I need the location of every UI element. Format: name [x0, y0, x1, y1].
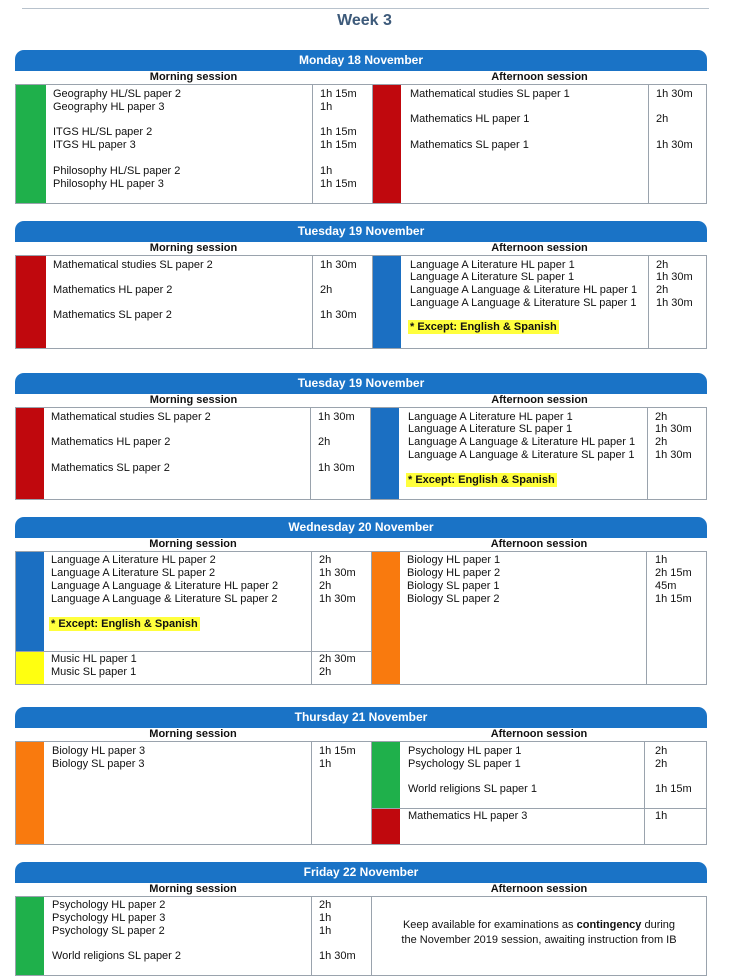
day-header: Friday 22 November	[15, 862, 707, 883]
category-color-bar	[373, 85, 401, 203]
day-block-friday	[15, 862, 707, 970]
contingency-text: Keep available for examinations as	[402, 919, 577, 931]
exam-duration: 2h	[319, 899, 332, 911]
exam-name: Mathematics HL paper 2	[53, 284, 173, 296]
exam-name: Language A Language & Literature SL paper 1	[408, 449, 635, 461]
exam-duration: 1h	[319, 925, 332, 937]
category-color-bar	[371, 408, 399, 499]
exam-name: Psychology SL paper 1	[408, 758, 521, 770]
day-header: Monday 18 November	[15, 50, 707, 71]
exam-duration: 1h 30m	[318, 462, 355, 474]
exam-name: Music SL paper 1	[51, 666, 137, 678]
exam-duration: 2h	[655, 745, 668, 757]
exam-name: Mathematical studies SL paper 2	[51, 411, 211, 423]
exam-name: Language A Literature SL paper 2	[51, 567, 216, 579]
exam-duration: 1h	[655, 554, 668, 566]
exam-duration: 1h 15m	[320, 126, 357, 138]
schedule-table	[15, 84, 707, 204]
exam-name: World religions SL paper 2	[52, 950, 182, 962]
exam-duration: 1h 15m	[655, 783, 692, 795]
exam-name: Psychology SL paper 2	[52, 925, 165, 937]
contingency-note	[372, 918, 706, 948]
exam-duration: 1h 30m	[320, 259, 357, 271]
exam-name: Psychology HL paper 1	[408, 745, 522, 757]
contingency-emphasis: contingency	[576, 919, 642, 931]
exam-duration: 2h	[656, 259, 669, 271]
exam-name: Language A Literature SL paper 1	[408, 423, 573, 435]
category-color-bar	[16, 897, 44, 975]
exam-duration: 1h	[319, 912, 332, 924]
category-color-bar	[16, 408, 44, 499]
exam-duration: 1h 15m	[655, 593, 692, 605]
afternoon-session-heading: Afternoon session	[371, 883, 707, 896]
exam-name: Language A Literature SL paper 1	[410, 271, 575, 283]
exam-duration: 1h 30m	[319, 593, 356, 605]
exam-name: Psychology HL paper 2	[52, 899, 166, 911]
exam-duration: 1h 30m	[655, 449, 692, 461]
exam-name: Mathematics HL paper 3	[408, 810, 528, 822]
exam-duration: 2h	[318, 436, 331, 448]
day-block-monday	[15, 50, 707, 204]
schedule-table	[15, 741, 707, 845]
exam-name: Mathematics SL paper 2	[53, 309, 172, 321]
exam-duration: 2h	[319, 580, 332, 592]
afternoon-session-heading: Afternoon session	[372, 71, 707, 84]
exam-duration: 1h 15m	[320, 178, 357, 190]
afternoon-session-heading: Afternoon session	[372, 394, 707, 407]
exam-duration: 1h 30m	[656, 139, 693, 151]
category-color-bar	[16, 552, 44, 651]
exam-duration: 1h	[320, 165, 333, 177]
exam-name: Language A Literature HL paper 2	[51, 554, 216, 566]
exam-duration: 1h	[655, 810, 668, 822]
exam-name: Language A Language & Literature HL paper 1	[410, 284, 638, 296]
exam-name: Geography HL/SL paper 2	[53, 88, 182, 100]
morning-session-heading: Morning session	[15, 71, 372, 84]
exam-duration: 2h 15m	[655, 567, 692, 579]
category-color-bar	[16, 652, 44, 684]
exam-duration: 1h	[319, 758, 332, 770]
exam-name: Language A Language & Literature HL paper 1	[408, 436, 636, 448]
exam-duration: 1h 15m	[319, 745, 356, 757]
exam-duration: 2h	[319, 554, 332, 566]
exam-duration: 1h 30m	[656, 88, 693, 100]
exam-name: Biology SL paper 1	[407, 580, 500, 592]
exam-name: Mathematics HL paper 1	[410, 113, 530, 125]
exam-duration: 1h 15m	[320, 88, 357, 100]
exam-name: Language A Language & Literature SL paper 2	[51, 593, 278, 605]
category-color-bar	[372, 742, 400, 808]
exam-duration: 2h	[319, 666, 332, 678]
contingency-text: during	[641, 919, 676, 931]
exam-duration: 2h	[656, 113, 669, 125]
exam-name: Mathematics HL paper 2	[51, 436, 171, 448]
exam-name: Biology SL paper 2	[407, 593, 500, 605]
exception-note: * Except: English & Spanish	[408, 474, 555, 486]
day-block-tuesday-duplicate	[15, 373, 707, 500]
exam-duration: 1h 30m	[655, 423, 692, 435]
afternoon-session-heading: Afternoon session	[371, 728, 707, 741]
exam-name: Music HL paper 1	[51, 653, 137, 665]
exam-name: Mathematics SL paper 2	[51, 462, 170, 474]
exam-name: Language A Language & Literature HL paper 2	[51, 580, 279, 592]
schedule-table	[15, 551, 707, 685]
afternoon-session-heading: Afternoon session	[371, 538, 707, 551]
exam-duration: 1h 30m	[319, 950, 356, 962]
day-block-wednesday	[15, 517, 707, 685]
exam-duration: 1h 30m	[318, 411, 355, 423]
exam-duration: 1h 15m	[320, 139, 357, 151]
morning-session-heading: Morning session	[15, 242, 372, 255]
category-color-bar	[16, 742, 44, 844]
exam-duration: 2h	[655, 411, 668, 423]
exam-duration: 2h	[655, 436, 668, 448]
exam-name: World religions SL paper 1	[408, 783, 538, 795]
exam-name: Biology HL paper 1	[407, 554, 501, 566]
exception-note: * Except: English & Spanish	[410, 321, 557, 333]
exam-name: Mathematics SL paper 1	[410, 139, 529, 151]
afternoon-session-heading: Afternoon session	[372, 242, 707, 255]
exam-name: Biology SL paper 3	[52, 758, 145, 770]
exam-name: Philosophy HL paper 3	[53, 178, 164, 190]
day-header: Tuesday 19 November	[15, 221, 707, 242]
morning-session-heading: Morning session	[15, 883, 371, 896]
exam-duration: 1h 30m	[319, 567, 356, 579]
exam-name: Language A Language & Literature SL paper 1	[410, 297, 637, 309]
day-header: Tuesday 19 November	[15, 373, 707, 394]
exam-duration: 1h 30m	[656, 297, 693, 309]
exam-duration: 1h 30m	[656, 271, 693, 283]
day-block-thursday	[15, 707, 707, 845]
schedule-table	[15, 407, 707, 500]
exam-name: Geography HL paper 3	[53, 101, 165, 113]
exam-name: Biology HL paper 2	[407, 567, 501, 579]
schedule-table	[15, 255, 707, 349]
exam-duration: 2h	[655, 758, 668, 770]
morning-session-heading: Morning session	[15, 394, 372, 407]
exam-name: Language A Literature HL paper 1	[410, 259, 575, 271]
exam-name: Biology HL paper 3	[52, 745, 146, 757]
exam-duration: 2h 30m	[319, 653, 356, 665]
exam-duration: 2h	[320, 284, 333, 296]
exception-note: * Except: English & Spanish	[51, 618, 198, 630]
category-color-bar	[372, 809, 400, 844]
exam-name: Mathematical studies SL paper 2	[53, 259, 213, 271]
category-color-bar	[16, 256, 46, 348]
top-divider	[22, 8, 709, 9]
exam-name: ITGS HL/SL paper 2	[53, 126, 153, 138]
exam-name: Mathematical studies SL paper 1	[410, 88, 570, 100]
exam-name: Philosophy HL/SL paper 2	[53, 165, 181, 177]
exam-name: ITGS HL paper 3	[53, 139, 136, 151]
week-title: Week 3	[337, 12, 392, 29]
exam-duration: 1h	[320, 101, 333, 113]
exam-duration: 45m	[655, 580, 677, 592]
morning-session-heading: Morning session	[15, 538, 371, 551]
morning-session-heading: Morning session	[15, 728, 371, 741]
exam-name: Language A Literature HL paper 1	[408, 411, 573, 423]
category-color-bar	[373, 256, 401, 348]
schedule-table	[15, 896, 707, 976]
category-color-bar	[372, 552, 400, 684]
exam-name: Psychology HL paper 3	[52, 912, 166, 924]
day-header: Wednesday 20 November	[15, 517, 707, 538]
exam-duration: 2h	[656, 284, 669, 296]
category-color-bar	[16, 85, 46, 203]
exam-duration: 1h 30m	[320, 309, 357, 321]
contingency-text: the November 2019 session, awaiting instruction from IB	[401, 934, 677, 946]
day-block-tuesday	[15, 221, 707, 349]
day-header: Thursday 21 November	[15, 707, 707, 728]
